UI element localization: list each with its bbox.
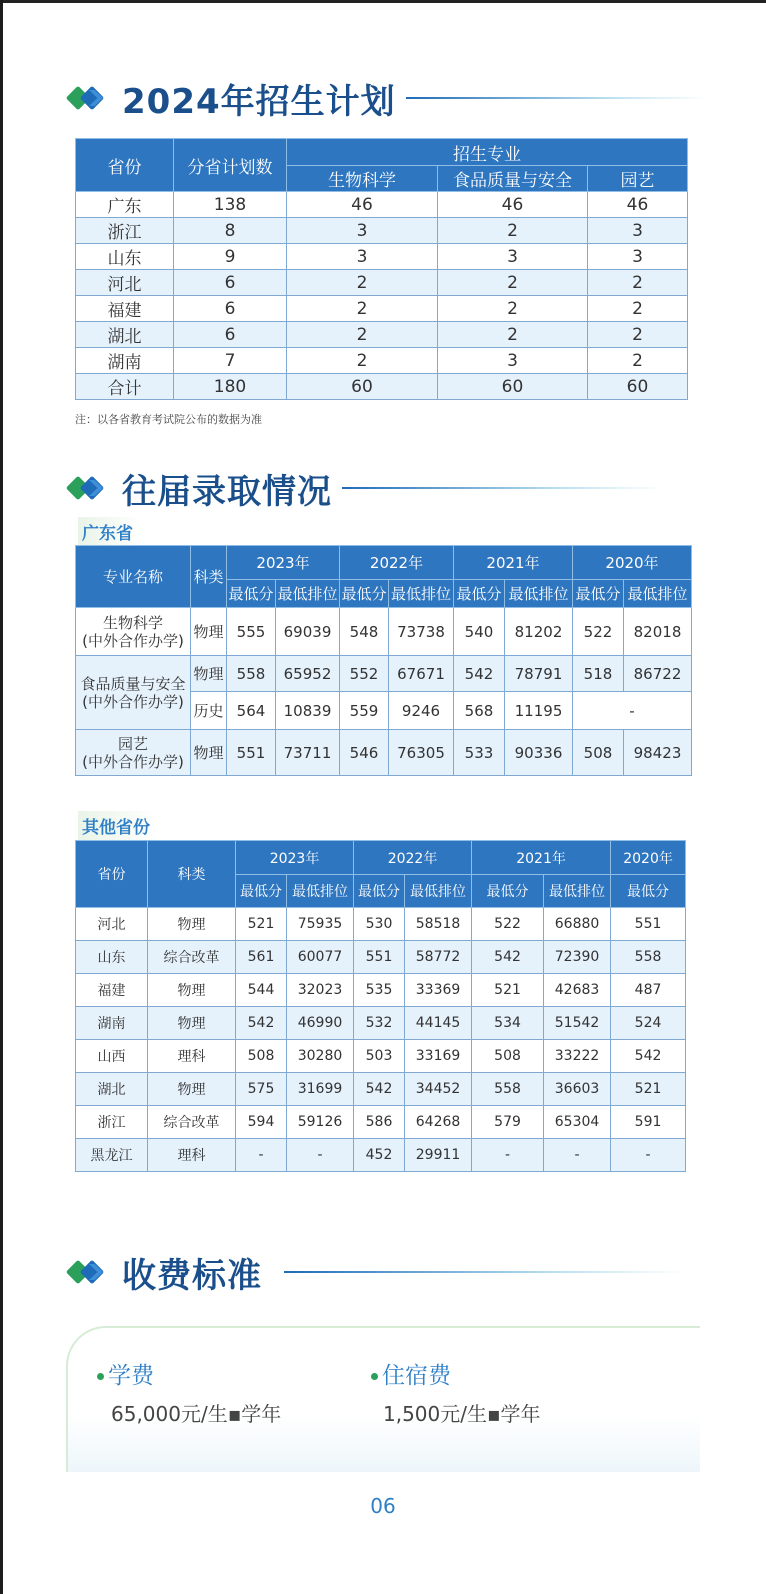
value-cell: - (287, 1139, 354, 1172)
value-cell: 2 (287, 348, 438, 374)
header-min-rank: 最低排位 (287, 875, 354, 908)
value-cell: 503 (354, 1040, 405, 1073)
major-cell: 生物科学 (中外合作办学) (76, 608, 191, 656)
header-min-rank: 最低排位 (624, 580, 692, 608)
value-cell: 542 (472, 941, 544, 974)
header-min-rank: 最低排位 (544, 875, 611, 908)
value-cell: 546 (340, 730, 389, 776)
value-cell: 11195 (505, 692, 573, 730)
value-cell: 60 (588, 374, 688, 400)
province-cell: 合计 (76, 374, 174, 400)
value-cell: 542 (454, 656, 505, 692)
type-cell: 历史 (191, 692, 227, 730)
province-cell: 湖南 (76, 348, 174, 374)
header-year: 2023年 (227, 546, 340, 580)
table-row (76, 270, 688, 296)
value-cell: 73711 (276, 730, 340, 776)
value-cell: 2 (438, 322, 588, 348)
value-cell: 33369 (405, 974, 472, 1007)
value-cell: 2 (438, 296, 588, 322)
header-year: 2023年 (236, 841, 354, 875)
table-row (76, 192, 688, 218)
header-province: 省份 (76, 139, 174, 192)
header-min-score: 最低分 (236, 875, 287, 908)
value-cell: 59126 (287, 1106, 354, 1139)
value-cell: 558 (611, 941, 686, 974)
table-row (76, 244, 688, 270)
table-row (76, 322, 688, 348)
header-min-score: 最低分 (227, 580, 276, 608)
value-cell: 591 (611, 1106, 686, 1139)
value-cell: 2 (287, 296, 438, 322)
value-cell: 42683 (544, 974, 611, 1007)
type-cell: 物理 (148, 1073, 236, 1106)
value-cell: 7 (174, 348, 287, 374)
type-cell: 物理 (191, 608, 227, 656)
type-cell: 理科 (148, 1040, 236, 1073)
value-cell: 594 (236, 1106, 287, 1139)
top-border (0, 0, 766, 3)
header-min-score: 最低分 (472, 875, 544, 908)
subsection-label-guangdong: 广东省 (78, 517, 141, 546)
diamond-arrow-icon (66, 82, 114, 114)
header-min-rank: 最低排位 (389, 580, 454, 608)
major-cell: 园艺 (中外合作办学) (76, 730, 191, 776)
value-cell: 518 (573, 656, 624, 692)
value-cell: 58518 (405, 908, 472, 941)
header-min-score: 最低分 (454, 580, 505, 608)
value-cell: 542 (611, 1040, 686, 1073)
header-year: 2020年 (573, 546, 692, 580)
value-cell: 60077 (287, 941, 354, 974)
value-cell: 2 (287, 270, 438, 296)
header-major: 园艺 (588, 166, 688, 192)
type-cell: 物理 (148, 974, 236, 1007)
value-cell: 552 (340, 656, 389, 692)
value-cell: 9 (174, 244, 287, 270)
value-cell: 180 (174, 374, 287, 400)
major-cell: 食品质量与安全 (中外合作办学) (76, 656, 191, 730)
table-row (76, 1007, 686, 1040)
section-title: 往届录取情况 (122, 471, 332, 512)
table-row (76, 656, 692, 692)
value-cell: 533 (454, 730, 505, 776)
value-cell: 51542 (544, 1007, 611, 1040)
value-cell: 58772 (405, 941, 472, 974)
type-cell: 物理 (191, 656, 227, 692)
value-cell: 558 (472, 1073, 544, 1106)
value-cell: 6 (174, 296, 287, 322)
value-cell: 532 (354, 1007, 405, 1040)
value-cell: 3 (438, 244, 588, 270)
value-cell: 524 (611, 1007, 686, 1040)
value-cell: 66880 (544, 908, 611, 941)
header-major: 食品质量与安全 (438, 166, 588, 192)
province-cell: 湖北 (76, 1073, 148, 1106)
value-cell: 46 (438, 192, 588, 218)
header-min-score: 最低分 (611, 875, 686, 908)
table-row (76, 1073, 686, 1106)
table-row (76, 730, 692, 776)
value-cell: 6 (174, 270, 287, 296)
header-type: 科类 (191, 546, 227, 608)
province-cell: 黑龙江 (76, 1139, 148, 1172)
header-majors-group: 招生专业 (287, 139, 688, 166)
header-major: 专业名称 (76, 546, 191, 608)
value-cell: 575 (236, 1073, 287, 1106)
header-min-score: 最低分 (340, 580, 389, 608)
value-cell: 3 (287, 218, 438, 244)
value-cell: 60 (287, 374, 438, 400)
table-row (76, 218, 688, 244)
value-cell: 521 (472, 974, 544, 1007)
value-cell: 138 (174, 192, 287, 218)
value-cell: 2 (438, 218, 588, 244)
value-cell: 72390 (544, 941, 611, 974)
header-min-score: 最低分 (354, 875, 405, 908)
value-cell: 522 (573, 608, 624, 656)
value-cell: 487 (611, 974, 686, 1007)
value-cell: 67671 (389, 656, 454, 692)
table-row (76, 296, 688, 322)
value-cell: 64268 (405, 1106, 472, 1139)
value-cell: 73738 (389, 608, 454, 656)
value-cell: 534 (472, 1007, 544, 1040)
guangdong-admission-table (75, 545, 692, 776)
table-row (76, 1040, 686, 1073)
left-border (0, 0, 3, 1594)
bullet-icon (371, 1373, 378, 1380)
value-cell: 44145 (405, 1007, 472, 1040)
header-min-rank: 最低排位 (405, 875, 472, 908)
province-cell: 山西 (76, 1040, 148, 1073)
value-cell: 521 (236, 908, 287, 941)
table-row (76, 941, 686, 974)
province-cell: 山东 (76, 941, 148, 974)
value-cell: 65952 (276, 656, 340, 692)
value-cell: 551 (227, 730, 276, 776)
value-cell: 76305 (389, 730, 454, 776)
type-cell: 物理 (148, 1007, 236, 1040)
value-cell: - (472, 1139, 544, 1172)
value-cell: 586 (354, 1106, 405, 1139)
table-row (76, 908, 686, 941)
province-cell: 浙江 (76, 1106, 148, 1139)
tuition-value: 65,000元/生▪学年 (111, 1402, 282, 1426)
table-row (76, 608, 692, 656)
value-cell: 78791 (505, 656, 573, 692)
tuition-label: 学费 (97, 1357, 154, 1390)
table-row (76, 1139, 686, 1172)
type-cell: 综合改革 (148, 1106, 236, 1139)
value-cell: 9246 (389, 692, 454, 730)
province-cell: 湖南 (76, 1007, 148, 1040)
value-cell: 2 (588, 296, 688, 322)
value-cell: 542 (354, 1073, 405, 1106)
value-cell: 33169 (405, 1040, 472, 1073)
province-cell: 河北 (76, 908, 148, 941)
value-cell: 8 (174, 218, 287, 244)
diamond-arrow-icon (66, 472, 114, 504)
header-year: 2021年 (454, 546, 573, 580)
value-cell: 31699 (287, 1073, 354, 1106)
header-province: 省份 (76, 841, 148, 908)
section-header-fees (66, 1250, 684, 1294)
province-cell: 福建 (76, 974, 148, 1007)
value-cell: 561 (236, 941, 287, 974)
lodging-value: 1,500元/生▪学年 (383, 1402, 541, 1426)
value-cell: 2 (588, 348, 688, 374)
value-cell: 551 (611, 908, 686, 941)
value-cell: 32023 (287, 974, 354, 1007)
value-cell: 30280 (287, 1040, 354, 1073)
value-cell: 46 (588, 192, 688, 218)
section-header-plan (66, 76, 706, 120)
lodging-label: 住宿费 (371, 1357, 451, 1390)
value-cell: 508 (472, 1040, 544, 1073)
value-cell: 2 (588, 270, 688, 296)
value-cell: 90336 (505, 730, 573, 776)
page-number: 06 (370, 1494, 396, 1518)
value-cell: 2 (588, 322, 688, 348)
value-cell: 559 (340, 692, 389, 730)
value-cell: 3 (588, 218, 688, 244)
value-cell: 452 (354, 1139, 405, 1172)
value-cell: 98423 (624, 730, 692, 776)
value-cell: - (236, 1139, 287, 1172)
value-cell: 75935 (287, 908, 354, 941)
value-cell: 69039 (276, 608, 340, 656)
diamond-arrow-icon (66, 1256, 114, 1288)
type-cell: 理科 (148, 1139, 236, 1172)
value-cell: 81202 (505, 608, 573, 656)
value-cell: 568 (454, 692, 505, 730)
value-cell: 540 (454, 608, 505, 656)
value-cell: 579 (472, 1106, 544, 1139)
header-type: 科类 (148, 841, 236, 908)
bullet-icon (97, 1373, 104, 1380)
section-rule (342, 487, 662, 489)
value-cell: 530 (354, 908, 405, 941)
value-cell: 3 (438, 348, 588, 374)
province-cell: 河北 (76, 270, 174, 296)
header-year: 2021年 (472, 841, 611, 875)
province-cell: 湖北 (76, 322, 174, 348)
value-cell: 544 (236, 974, 287, 1007)
value-cell: 535 (354, 974, 405, 1007)
enrollment-plan-table (75, 138, 688, 400)
province-cell: 浙江 (76, 218, 174, 244)
type-cell: 物理 (191, 730, 227, 776)
value-cell: 2 (287, 322, 438, 348)
value-cell: 558 (227, 656, 276, 692)
table-row (76, 974, 686, 1007)
value-cell: 46 (287, 192, 438, 218)
province-cell: 山东 (76, 244, 174, 270)
plan-note: 注：以各省教育考试院公布的数据为准 (75, 413, 262, 426)
header-year: 2022年 (340, 546, 454, 580)
value-cell: 548 (340, 608, 389, 656)
value-cell: - (544, 1139, 611, 1172)
value-cell: 508 (236, 1040, 287, 1073)
province-cell: 福建 (76, 296, 174, 322)
header-min-score: 最低分 (573, 580, 624, 608)
value-cell: - (611, 1139, 686, 1172)
value-cell: 34452 (405, 1073, 472, 1106)
empty-cell: - (573, 692, 692, 730)
value-cell: 522 (472, 908, 544, 941)
section-title: 2024年招生计划 (122, 81, 396, 122)
section-header-admission (66, 466, 662, 510)
value-cell: 555 (227, 608, 276, 656)
value-cell: 29911 (405, 1139, 472, 1172)
section-title: 收费标准 (122, 1255, 262, 1296)
value-cell: 564 (227, 692, 276, 730)
header-year: 2020年 (611, 841, 686, 875)
table-row (76, 348, 688, 374)
header-min-rank: 最低排位 (505, 580, 573, 608)
value-cell: 33222 (544, 1040, 611, 1073)
table-row (76, 1106, 686, 1139)
table-row (76, 374, 688, 400)
header-year: 2022年 (354, 841, 472, 875)
value-cell: 36603 (544, 1073, 611, 1106)
subsection-label-others: 其他省份 (78, 811, 158, 840)
value-cell: 521 (611, 1073, 686, 1106)
value-cell: 60 (438, 374, 588, 400)
header-major: 生物科学 (287, 166, 438, 192)
value-cell: 86722 (624, 656, 692, 692)
type-cell: 物理 (148, 908, 236, 941)
header-min-rank: 最低排位 (276, 580, 340, 608)
header-total: 分省计划数 (174, 139, 287, 192)
type-cell: 综合改革 (148, 941, 236, 974)
value-cell: 542 (236, 1007, 287, 1040)
value-cell: 82018 (624, 608, 692, 656)
value-cell: 2 (438, 270, 588, 296)
province-cell: 广东 (76, 192, 174, 218)
value-cell: 508 (573, 730, 624, 776)
value-cell: 3 (287, 244, 438, 270)
value-cell: 6 (174, 322, 287, 348)
value-cell: 3 (588, 244, 688, 270)
section-rule (284, 1271, 684, 1273)
other-provinces-admission-table (75, 840, 686, 1172)
value-cell: 551 (354, 941, 405, 974)
value-cell: 46990 (287, 1007, 354, 1040)
value-cell: 65304 (544, 1106, 611, 1139)
section-rule (406, 97, 706, 99)
value-cell: 10839 (276, 692, 340, 730)
